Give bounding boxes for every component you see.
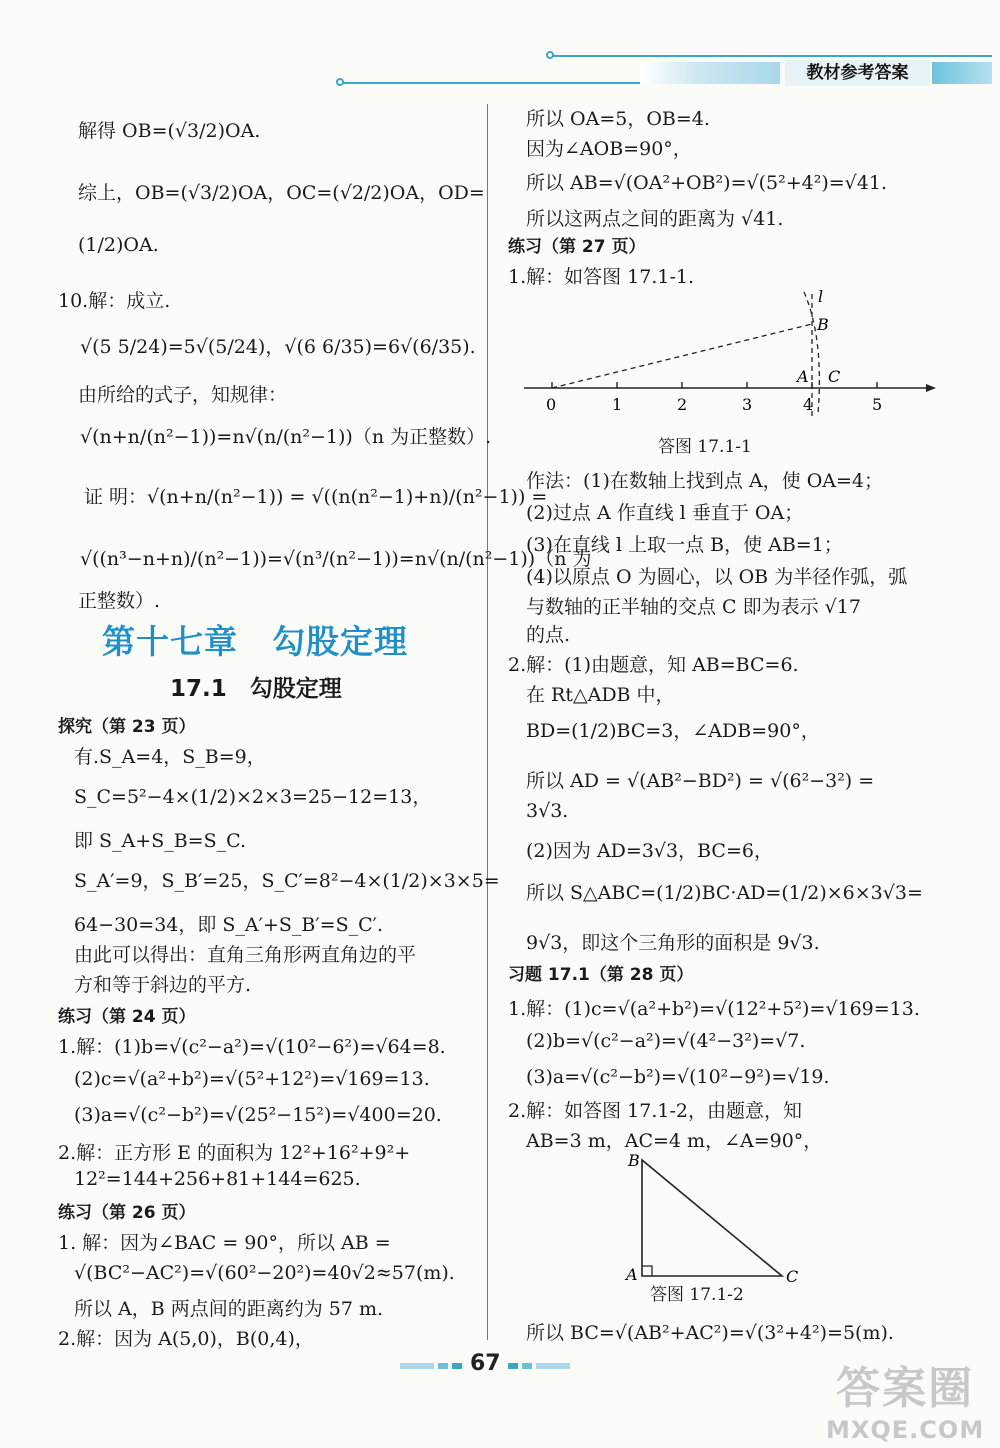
left-text-line: 综上，OB=(√3/2)OA，OC=(√2/2)OA，OD= <box>78 182 485 204</box>
right-text-line: (3)在直线 l 上取一点 B，使 AB=1； <box>526 534 843 556</box>
label-A: A <box>626 1265 638 1284</box>
left-text-line: 由此可以得出：直角三角形两直角边的平 <box>74 944 417 966</box>
left-text-line: 有.S_A=4，S_B=9， <box>74 746 266 768</box>
left-text-line: 10.解：成立. <box>58 290 171 312</box>
header-dot-lower <box>336 78 344 86</box>
left-text-line: 所以 A，B 两点间的距离约为 57 m. <box>74 1298 384 1320</box>
right-text-line: 1.解：如答图 17.1-1. <box>508 266 695 288</box>
header-rule-lower <box>342 82 642 84</box>
footer-ornament-left <box>400 1361 462 1371</box>
left-text-line: 正整数）. <box>78 590 161 612</box>
header-band <box>640 62 780 84</box>
left-text-line: (2)c=√(a²+b²)=√(5²+12²)=√169=13. <box>74 1068 430 1090</box>
right-text-line: 所以 AB=√(OA²+OB²)=√(5²+4²)=√41. <box>526 172 887 194</box>
page-number: 67 <box>470 1351 501 1376</box>
right-text-line: 的点. <box>526 624 571 646</box>
right-section-heading: 练习（第 27 页） <box>508 237 646 257</box>
segment-OB <box>552 324 812 388</box>
label-C: C <box>828 367 841 386</box>
left-text-line: 证 明：√(n+n/(n²−1)) = √((n(n²−1)+n)/(n²−1)) = <box>84 486 548 508</box>
label-A: A <box>797 367 809 386</box>
figure1-caption: 答图 17.1-1 <box>658 437 752 457</box>
label-C: C <box>786 1267 799 1286</box>
right-section-heading: 习题 17.1（第 28 页） <box>508 965 694 985</box>
left-text-line: √(n+n/(n²−1))=n√(n/(n²−1))（n 为正整数）. <box>80 426 492 448</box>
left-text-line: √(5 5/24)=5√(5/24)，√(6 6/35)=6√(6/35). <box>80 336 476 358</box>
right-text-line: 作法：(1)在数轴上找到点 A，使 OA=4； <box>526 470 884 492</box>
right-text-line: 所以这两点之间的距离为 √41. <box>526 208 784 230</box>
tick-label: 3 <box>742 395 753 414</box>
right-text-line: 1.解：(1)c=√(a²+b²)=√(12²+5²)=√169=13. <box>508 998 920 1020</box>
right-text-line: 与数轴的正半轴的交点 C 即为表示 √17 <box>526 596 861 618</box>
figure-right-triangle <box>620 1148 840 1288</box>
label-B: B <box>817 315 829 334</box>
tick-label: 1 <box>612 395 623 414</box>
right-text-line: 在 Rt△ADB 中， <box>526 684 675 706</box>
watermark-text: 答案圈 <box>836 1363 975 1414</box>
left-text-line: 1. 解：因为∠BAC = 90°，所以 AB = <box>58 1232 391 1254</box>
column-divider <box>487 104 488 1340</box>
tick-label: 2 <box>677 395 688 414</box>
left-text-line: 解得 OB=(√3/2)OA. <box>78 120 261 142</box>
left-text-line: 64−30=34，即 S_A′+S_B′=S_C′. <box>74 914 384 936</box>
watermark <box>826 1352 984 1444</box>
right-text-line: 3√3. <box>526 800 569 822</box>
left-text-line: (3)a=√(c²−b²)=√(25²−15²)=√400=20. <box>74 1104 442 1126</box>
label-B: B <box>628 1151 640 1170</box>
figure-number-line <box>518 288 938 438</box>
left-text-line: √((n³−n+n)/(n²−1))=√(n³/(n²−1))=n√(n/(n²−1))（n 为 <box>80 548 592 570</box>
left-text-line: 由所给的式子，知规律： <box>78 384 288 406</box>
right-text-line: (3)a=√(c²−b²)=√(10²−9²)=√19. <box>526 1066 830 1088</box>
left-text-line: 2.解：因为 A(5,0)，B(0,4)， <box>58 1328 314 1350</box>
left-text-line: √(BC²−AC²)=√(60²−20²)=40√2≈57(m). <box>74 1262 455 1284</box>
right-text-line: 所以 S△ABC=(1/2)BC·AD=(1/2)×6×3√3= <box>526 882 923 904</box>
right-text-line: (2)因为 AD=3√3，BC=6， <box>526 840 773 862</box>
tick-label: 5 <box>872 395 883 414</box>
right-angle-mark <box>642 1266 652 1276</box>
right-text-line: 所以 AD = √(AB²−BD²) = √(6²−3²) = <box>526 770 875 792</box>
left-text-line: S_A′=9，S_B′=25，S_C′=8²−4×(1/2)×3×5= <box>74 870 500 892</box>
right-text-line: AB=3 m，AC=4 m，∠A=90°， <box>526 1130 823 1152</box>
tick-label: 4 <box>803 395 814 414</box>
right-text-line: BD=(1/2)BC=3，∠ADB=90°， <box>526 720 820 742</box>
right-text-line: 2.解：(1)由题意，知 AB=BC=6. <box>508 654 799 676</box>
right-text-line: 所以 BC=√(AB²+AC²)=√(3²+4²)=5(m). <box>526 1322 894 1344</box>
section-title: 17.1 勾股定理 <box>170 676 342 702</box>
right-text-line: (2)b=√(c²−a²)=√(4²−3²)=√7. <box>526 1030 806 1052</box>
number-line-arrow <box>926 384 936 392</box>
right-text-line: 9√3，即这个三角形的面积是 9√3. <box>526 932 820 954</box>
left-section-heading: 探究（第 23 页） <box>58 717 196 737</box>
left-text-line: (1/2)OA. <box>78 234 159 256</box>
left-section-heading: 练习（第 26 页） <box>58 1203 196 1223</box>
tick-label: 0 <box>546 395 557 414</box>
right-text-line: 所以 OA=5，OB=4. <box>526 108 710 130</box>
left-text-line: 即 S_A+S_B=S_C. <box>74 830 247 852</box>
header-label: 教材参考答案 <box>785 60 930 86</box>
header-tail <box>932 62 992 84</box>
chapter-title: 第十七章 勾股定理 <box>102 622 408 661</box>
figure2-caption: 答图 17.1-2 <box>650 1285 744 1305</box>
left-text-line: 方和等于斜边的平方. <box>74 974 252 996</box>
label-l: l <box>818 288 824 306</box>
header-rule-upper <box>552 55 992 57</box>
header-dot-upper <box>546 51 554 59</box>
left-text-line: 12²=144+256+81+144=625. <box>74 1168 361 1190</box>
right-text-line: (2)过点 A 作直线 l 垂直于 OA； <box>526 502 804 524</box>
left-text-line: 1.解：(1)b=√(c²−a²)=√(10²−6²)=√64=8. <box>58 1036 446 1058</box>
left-text-line: 2.解：正方形 E 的面积为 12²+16²+9²+ <box>58 1142 411 1164</box>
right-text-line: 因为∠AOB=90°， <box>526 138 692 160</box>
left-section-heading: 练习（第 24 页） <box>58 1007 196 1027</box>
watermark-url: MXQE.COM <box>826 1416 985 1444</box>
left-text-line: S_C=5²−4×(1/2)×2×3=25−12=13， <box>74 786 432 808</box>
triangle-ABC <box>642 1160 782 1276</box>
right-text-line: (4)以原点 O 为圆心，以 OB 为半径作弧，弧 <box>526 566 908 588</box>
footer-ornament-right <box>508 1361 570 1371</box>
right-text-line: 2.解：如答图 17.1-2，由题意，知 <box>508 1100 802 1122</box>
